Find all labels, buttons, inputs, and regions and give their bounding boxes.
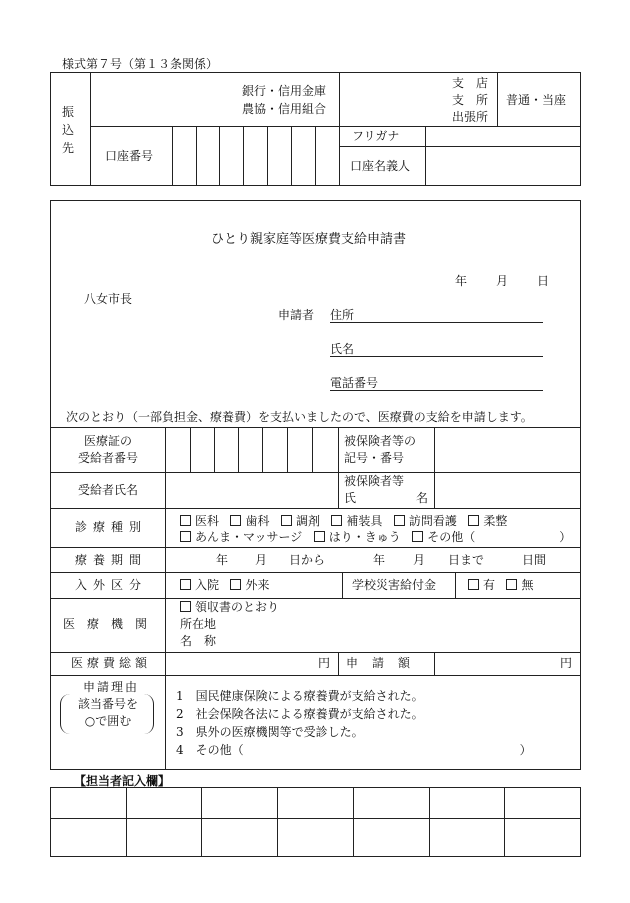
bank-type-2: 農協・信用組合 (242, 102, 327, 116)
checkbox-medical[interactable]: 医科 (180, 514, 219, 528)
facility-label: 医療機関 (62, 617, 159, 631)
treatment-options-row2 (180, 531, 571, 543)
staff-cell[interactable] (126, 788, 202, 819)
branch-type-1: 支 店 (452, 76, 489, 90)
reason-title: 申請理由 (82, 680, 139, 694)
checkbox-icon (412, 531, 423, 542)
insured-number-label: 被保険者等の 記号・番号 (344, 434, 417, 465)
checkbox-icon (281, 515, 292, 526)
checkbox-outpatient[interactable]: 外来 (230, 578, 269, 592)
checkbox-icon (394, 515, 405, 526)
checkbox-pharmacy[interactable]: 調剤 (281, 514, 320, 528)
treatment-type-label: 診療種別 (74, 520, 147, 534)
checkbox-no[interactable]: 無 (506, 578, 533, 592)
insured-name-label-1: 被保険者等 (344, 474, 405, 488)
staff-label: 【担当者記入欄】 (74, 774, 171, 788)
checkbox-icon (230, 515, 241, 526)
phone-label: 電話番号 (330, 376, 379, 390)
checkbox-icon (314, 531, 325, 542)
staff-cell[interactable] (126, 819, 202, 857)
furigana-label: フリガナ (352, 129, 400, 143)
staff-cell[interactable] (278, 788, 354, 819)
facility-location-label: 所在地 (180, 617, 217, 631)
checkbox-icon (180, 531, 191, 542)
checkbox-icon (468, 579, 479, 590)
staff-cell[interactable] (202, 819, 278, 857)
address-label: 住所 (330, 308, 355, 322)
staff-cell[interactable] (505, 788, 581, 819)
recipient-number-label: 医療証の 受給者番号 (77, 434, 138, 465)
inout-options (180, 579, 269, 591)
reason-3[interactable]: 3 県外の医療機関等で受診した。 (176, 725, 364, 739)
branch-type-3: 出張所 (452, 110, 489, 124)
account-type: 普通・当座 (506, 93, 567, 107)
staff-cell[interactable] (429, 788, 505, 819)
period-days: 日間 (522, 553, 547, 567)
staff-cell[interactable] (353, 788, 429, 819)
staff-cell[interactable] (505, 819, 581, 857)
branch-type-2: 支 所 (452, 93, 489, 107)
insured-name-label-2a: 氏 (344, 491, 357, 505)
period-end-year: 年 (373, 553, 386, 567)
inout-label: 入外区分 (74, 578, 147, 592)
school-disaster-label: 学校災害給付金 (352, 578, 437, 592)
staff-cell[interactable] (278, 819, 354, 857)
name-label: 氏名 (330, 342, 355, 356)
application-title: ひとり親家庭等医療費支給申請書 (211, 232, 407, 247)
reason-2[interactable]: 2 社会保険各法による療養費が支給された。 (176, 707, 424, 721)
period-start-month: 月 (255, 553, 268, 567)
reason-note-2: ○で囲む (84, 714, 132, 728)
recipient-name-label: 受給者氏名 (77, 483, 138, 497)
checkbox-icon (506, 579, 517, 590)
period-end-month: 月 (413, 553, 426, 567)
period-start-day: 日から (289, 553, 326, 567)
period-label: 療養期間 (74, 553, 147, 567)
staff-cell[interactable] (202, 788, 278, 819)
period-end-day: 日まで (448, 553, 485, 567)
facility-name-label: 名 称 (180, 634, 217, 648)
checkbox-acupuncture[interactable]: はり・きゅう (314, 530, 401, 544)
reason-4[interactable]: 4 その他（ ） (176, 743, 532, 757)
checkbox-icon (180, 601, 191, 612)
checkbox-dental[interactable]: 歯科 (230, 514, 269, 528)
treatment-options-row1 (180, 515, 507, 527)
date-month: 月 (496, 274, 509, 288)
yen-total: 円 (318, 656, 331, 670)
checkbox-icon (230, 579, 241, 590)
account-number-label: 口座番号 (105, 149, 154, 163)
checkbox-judo[interactable]: 柔整 (468, 514, 507, 528)
date-year: 年 (455, 274, 468, 288)
staff-cell[interactable] (429, 819, 505, 857)
period-start-year: 年 (216, 553, 229, 567)
checkbox-massage[interactable]: あんま・マッサージ (180, 530, 302, 544)
checkbox-home-nursing[interactable]: 訪問看護 (394, 514, 457, 528)
checkbox-orthosis[interactable]: 補装具 (331, 514, 382, 528)
address-line[interactable] (330, 322, 543, 323)
applicant-label: 申請者 (278, 308, 315, 322)
checkbox-inpatient[interactable]: 入院 (180, 578, 219, 592)
facility-receipt[interactable]: 領収書のとおり (180, 601, 279, 613)
checkbox-other[interactable]: その他（ ） (412, 530, 571, 544)
checkbox-icon (180, 579, 191, 590)
reason-note-1: 該当番号を (77, 697, 138, 711)
form-number: 様式第７号（第１３条関係） (62, 57, 219, 71)
date-day: 日 (537, 274, 550, 288)
total-label: 医療費総額 (70, 656, 151, 670)
transfer-section-label: 振 込 先 (62, 105, 75, 155)
name-line[interactable] (330, 356, 543, 357)
checkbox-icon (180, 515, 191, 526)
account-holder-label: 口座名義人 (350, 159, 411, 173)
staff-table (50, 787, 581, 857)
bank-type-1: 銀行・信用金庫 (242, 84, 327, 98)
phone-line[interactable] (330, 390, 543, 391)
insured-name-label-2b: 名 (416, 491, 429, 505)
reason-1[interactable]: 1 国民健康保険による療養費が支給された。 (176, 689, 424, 703)
checkbox-icon (468, 515, 479, 526)
statement: 次のとおり（一部負担金、療養費）を支払いましたので、医療費の支給を申請します。 (66, 410, 533, 424)
checkbox-icon (331, 515, 342, 526)
apply-amount-label: 申請額 (346, 656, 425, 670)
staff-cell[interactable] (353, 819, 429, 857)
staff-cell[interactable] (51, 819, 127, 857)
checkbox-yes[interactable]: 有 (468, 578, 495, 592)
school-options (468, 579, 533, 591)
yen-apply: 円 (560, 656, 573, 670)
staff-cell[interactable] (51, 788, 127, 819)
addressee: 八女市長 (84, 292, 133, 306)
